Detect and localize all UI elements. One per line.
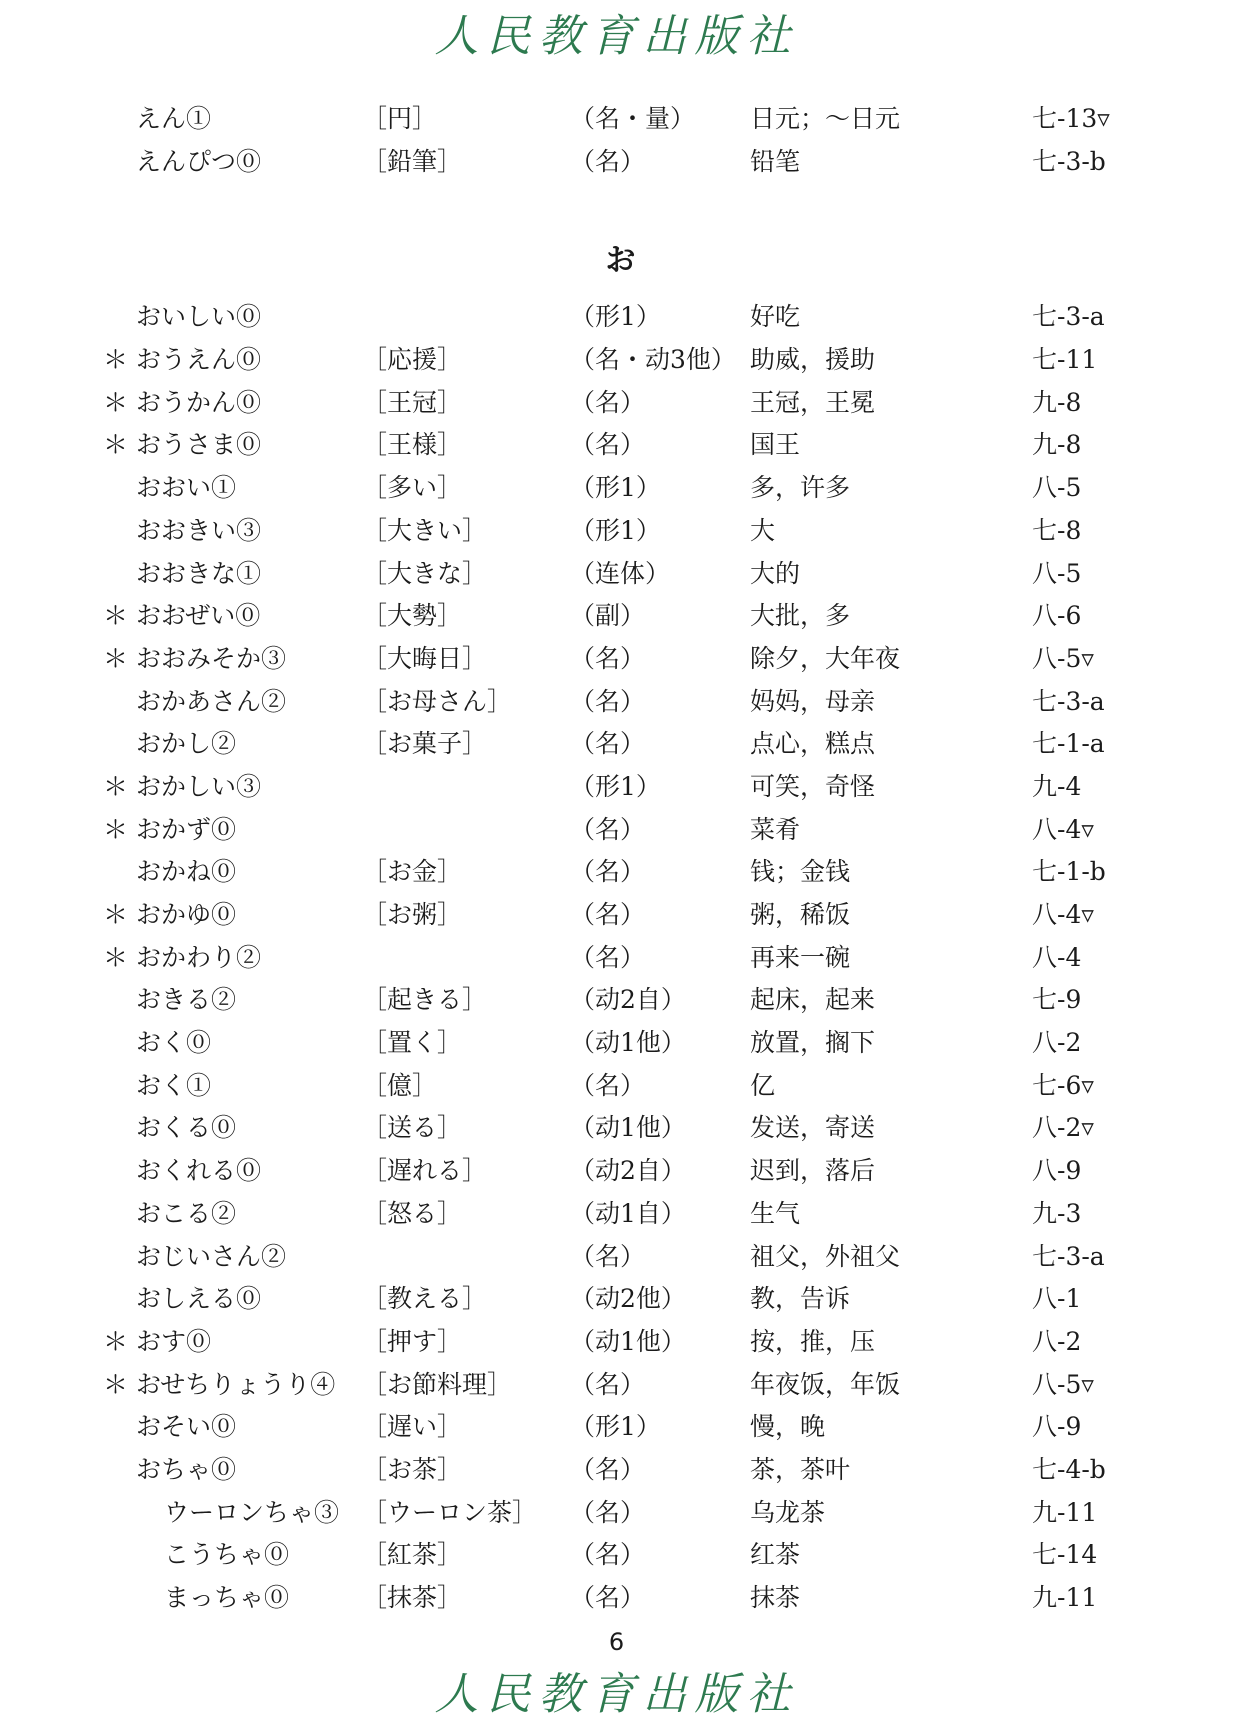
entry-kanji: ［紅茶］ xyxy=(362,1540,463,1570)
entry-kana: えんぴつ⓪ xyxy=(136,146,262,176)
entry-kanji: ［大晦日］ xyxy=(362,643,488,673)
entry-star: ＊ xyxy=(103,601,129,631)
entry-pos: （动1他） xyxy=(570,1028,686,1058)
entry-ref: 七-3-a xyxy=(1032,686,1105,716)
vocab-entry xyxy=(0,681,1233,724)
vocab-entry xyxy=(0,809,1233,852)
vocab-entry xyxy=(0,1364,1233,1407)
entry-pos: （形1） xyxy=(570,515,661,545)
entry-ref: 八-5▿ xyxy=(1032,1369,1094,1399)
entry-kana: おかあさん② xyxy=(136,686,287,716)
entry-meaning: 抹茶 xyxy=(750,1583,801,1612)
vocab-entry xyxy=(0,141,1233,184)
entry-meaning: 助威，援助 xyxy=(750,345,876,375)
entry-kana: おうかん⓪ xyxy=(136,387,262,417)
vocab-entry xyxy=(0,98,1233,141)
entry-kana: おかわり② xyxy=(136,942,262,972)
entry-kanji: ［置く］ xyxy=(362,1028,463,1058)
entry-ref: 七-1-a xyxy=(1032,729,1105,759)
entry-ref: 八-2 xyxy=(1032,1326,1082,1356)
vocab-entry xyxy=(0,937,1233,980)
entry-kana: おす⓪ xyxy=(136,1326,212,1356)
entry-pos: （动2他） xyxy=(570,1284,686,1314)
entry-kanji: ［億］ xyxy=(362,1070,438,1100)
entry-meaning: 慢，晚 xyxy=(750,1412,826,1442)
entry-kana: おしえる⓪ xyxy=(136,1284,262,1314)
entry-star: ＊ xyxy=(103,771,129,801)
entry-meaning: 王冠，王冕 xyxy=(750,387,876,417)
entry-meaning: 可笑，奇怪 xyxy=(750,771,876,801)
entry-kana: おかね⓪ xyxy=(136,857,237,887)
entry-kana: おく① xyxy=(136,1070,212,1100)
entry-ref: 七-9 xyxy=(1032,985,1082,1015)
vocab-entry xyxy=(0,1278,1233,1321)
entry-pos: （名） xyxy=(570,1583,646,1612)
vocab-entry xyxy=(0,979,1233,1022)
entry-ref: 七-4-b xyxy=(1032,1454,1106,1484)
entry-pos: （动1他） xyxy=(570,1326,686,1356)
entry-pos: （名） xyxy=(570,1369,646,1399)
entry-star: ＊ xyxy=(103,387,129,417)
vocab-entry xyxy=(0,1150,1233,1193)
entry-ref: 七-14 xyxy=(1032,1540,1098,1570)
entry-meaning: 发送，寄送 xyxy=(750,1113,876,1143)
entry-pos: （名・量） xyxy=(570,104,696,133)
entry-kanji: ［抹茶］ xyxy=(362,1583,463,1612)
page-number: 6 xyxy=(608,1628,625,1656)
entry-ref: 九-11 xyxy=(1032,1583,1098,1612)
entry-meaning: 大 xyxy=(750,515,776,545)
entry-meaning: 铅笔 xyxy=(750,146,801,176)
entry-kanji: ［王冠］ xyxy=(362,387,463,417)
section-spacer xyxy=(0,183,1233,226)
vocab-entry xyxy=(0,766,1233,809)
entry-star: ＊ xyxy=(103,814,129,844)
entry-kanji: ［お金］ xyxy=(362,857,463,887)
entry-meaning: 祖父，外祖父 xyxy=(750,1241,901,1271)
entry-kana: おかゆ⓪ xyxy=(136,900,237,929)
entry-pos: （名） xyxy=(570,146,646,176)
entry-pos: （动2自） xyxy=(570,985,686,1015)
entry-pos: （名） xyxy=(570,1454,646,1484)
vocab-entry xyxy=(0,894,1233,937)
entry-ref: 七-1-b xyxy=(1032,857,1106,887)
entry-meaning: 迟到，落后 xyxy=(750,1156,876,1186)
entries-before-group xyxy=(0,98,1233,183)
entry-pos: （名） xyxy=(570,857,646,887)
entry-ref: 九-3 xyxy=(1032,1198,1082,1228)
entry-ref: 八-4▿ xyxy=(1032,814,1094,844)
vocabulary-list xyxy=(0,98,1233,1620)
entry-meaning: 妈妈，母亲 xyxy=(750,686,876,716)
entry-kanji: ［王様］ xyxy=(362,430,463,460)
entry-kana: おうえん⓪ xyxy=(136,345,262,375)
entry-ref: 八-4▿ xyxy=(1032,900,1094,929)
entry-pos: （名） xyxy=(570,1540,646,1570)
entry-ref: 八-5▿ xyxy=(1032,643,1094,673)
entry-star: ＊ xyxy=(103,345,129,375)
vocab-entry xyxy=(0,1193,1233,1236)
entry-ref: 九-8 xyxy=(1032,430,1082,460)
entry-star: ＊ xyxy=(103,900,129,929)
publisher-logo-top: 人民教育出版社 xyxy=(434,11,799,62)
entry-kanji: ［円］ xyxy=(362,104,438,133)
entry-ref: 八-9 xyxy=(1032,1412,1082,1442)
vocab-entry xyxy=(0,339,1233,382)
entry-meaning: 放置，搁下 xyxy=(750,1028,876,1058)
entry-pos: （动1自） xyxy=(570,1198,686,1228)
entry-kanji: ［遅れる］ xyxy=(362,1156,488,1186)
entry-ref: 八-2▿ xyxy=(1032,1113,1094,1143)
section-heading: お xyxy=(605,243,636,279)
entry-pos: （名・动3他） xyxy=(570,345,736,375)
entry-kanji: ［起きる］ xyxy=(362,985,488,1015)
vocab-entry xyxy=(0,595,1233,638)
vocab-entry xyxy=(0,638,1233,681)
entry-kana: おおきい③ xyxy=(136,515,262,545)
entry-star: ＊ xyxy=(103,430,129,460)
vocab-entry xyxy=(0,424,1233,467)
entry-meaning: 亿 xyxy=(750,1070,776,1100)
entry-ref: 八-4 xyxy=(1032,942,1082,972)
entry-ref: 七-3-b xyxy=(1032,146,1106,176)
entry-kanji: ［お菓子］ xyxy=(362,729,488,759)
entry-pos: （名） xyxy=(570,387,646,417)
entry-meaning: 钱；金钱 xyxy=(750,857,851,887)
entry-ref: 九-4 xyxy=(1032,771,1082,801)
entry-ref: 七-6▿ xyxy=(1032,1070,1094,1100)
entry-meaning: 乌龙茶 xyxy=(750,1497,826,1527)
entry-pos: （名） xyxy=(570,1497,646,1527)
entry-ref: 八-5 xyxy=(1032,558,1082,588)
vocab-entry xyxy=(0,296,1233,339)
vocab-entry xyxy=(0,723,1233,766)
entry-kana: おかしい③ xyxy=(136,771,262,801)
entry-meaning: 国王 xyxy=(750,430,801,460)
vocab-entry xyxy=(0,1107,1233,1150)
entry-meaning: 好吃 xyxy=(750,302,801,332)
vocab-entry xyxy=(0,1492,1233,1535)
entry-meaning: 红茶 xyxy=(750,1540,801,1570)
entry-kanji: ［大勢］ xyxy=(362,601,463,631)
entry-ref: 七-3-a xyxy=(1032,302,1105,332)
vocab-entry xyxy=(0,1534,1233,1577)
entry-pos: （名） xyxy=(570,900,646,929)
entry-meaning: 教，告诉 xyxy=(750,1284,851,1314)
entry-pos: （名） xyxy=(570,1241,646,1271)
entry-kanji: ［お母さん］ xyxy=(362,686,513,716)
entry-kana: おく⓪ xyxy=(136,1028,212,1058)
entry-pos: （形1） xyxy=(570,473,661,503)
entry-kana: おかず⓪ xyxy=(136,814,237,844)
entry-ref: 八-5 xyxy=(1032,473,1082,503)
vocab-entry xyxy=(0,1406,1233,1449)
entry-pos: （连体） xyxy=(570,558,671,588)
entry-kana: えん① xyxy=(136,104,212,133)
entry-pos: （名） xyxy=(570,1070,646,1100)
entry-kana: おおきな① xyxy=(136,558,262,588)
entry-pos: （名） xyxy=(570,686,646,716)
entries-group xyxy=(0,296,1233,1619)
entry-meaning: 大的 xyxy=(750,558,801,588)
entry-kana: おちゃ⓪ xyxy=(136,1454,237,1484)
entry-kana: まっちゃ⓪ xyxy=(164,1583,290,1612)
entry-pos: （名） xyxy=(570,729,646,759)
vocab-entry xyxy=(0,382,1233,425)
entry-pos: （副） xyxy=(570,601,646,631)
vocab-entry xyxy=(0,1449,1233,1492)
vocab-entry xyxy=(0,1236,1233,1279)
entry-meaning: 多，许多 xyxy=(750,473,851,503)
entry-ref: 八-1 xyxy=(1032,1284,1082,1314)
entry-meaning: 除夕，大年夜 xyxy=(750,643,901,673)
entry-ref: 八-2 xyxy=(1032,1028,1082,1058)
entry-kanji: ［送る］ xyxy=(362,1113,463,1143)
entry-kanji: ［鉛筆］ xyxy=(362,146,463,176)
entry-meaning: 日元；～日元 xyxy=(750,104,901,133)
entry-pos: （名） xyxy=(570,942,646,972)
entry-pos: （名） xyxy=(570,814,646,844)
entry-kana: おせちりょうり④ xyxy=(136,1369,336,1399)
vocab-entry xyxy=(0,553,1233,596)
entry-kanji: ［応援］ xyxy=(362,345,463,375)
entry-meaning: 点心，糕点 xyxy=(750,729,876,759)
entry-kana: おおい① xyxy=(136,473,237,503)
entry-ref: 八-6 xyxy=(1032,601,1082,631)
entry-kanji: ［大きな］ xyxy=(362,558,488,588)
entry-ref: 九-11 xyxy=(1032,1497,1098,1527)
vocab-entry xyxy=(0,851,1233,894)
entry-kanji: ［大きい］ xyxy=(362,515,488,545)
entry-kana: おおぜい⓪ xyxy=(136,601,261,631)
entry-kana: おうさま⓪ xyxy=(136,430,262,460)
entry-kanji: ［ウーロン茶］ xyxy=(362,1497,538,1527)
entry-kana: おくる⓪ xyxy=(136,1113,237,1143)
entry-pos: （形1） xyxy=(570,771,661,801)
entry-kanji: ［怒る］ xyxy=(362,1198,463,1228)
entry-pos: （形1） xyxy=(570,302,661,332)
entry-ref: 七-11 xyxy=(1032,345,1098,375)
entry-meaning: 大批，多 xyxy=(750,601,851,631)
vocab-entry xyxy=(0,1065,1233,1108)
entry-meaning: 年夜饭，年饭 xyxy=(750,1369,901,1399)
entry-star: ＊ xyxy=(103,1369,129,1399)
entry-kana: おくれる⓪ xyxy=(136,1156,262,1186)
entry-ref: 七-13▿ xyxy=(1032,104,1110,133)
entry-kana: おきる② xyxy=(136,985,237,1015)
entry-kana: おかし② xyxy=(136,729,237,759)
publisher-logo-bottom: 人民教育出版社 xyxy=(434,1669,799,1720)
entry-kana: おじいさん② xyxy=(136,1241,287,1271)
entry-star: ＊ xyxy=(103,942,129,972)
entry-ref: 七-8 xyxy=(1032,515,1082,545)
entry-pos: （名） xyxy=(570,430,646,460)
entry-ref: 七-3-a xyxy=(1032,1241,1105,1271)
entry-kana: おそい⓪ xyxy=(136,1412,237,1442)
entry-kana: おおみそか③ xyxy=(136,643,287,673)
vocab-entry xyxy=(0,1577,1233,1620)
entry-meaning: 粥，稀饭 xyxy=(750,900,851,929)
entry-star: ＊ xyxy=(103,1326,129,1356)
entry-meaning: 起床，起来 xyxy=(750,985,876,1015)
entry-kanji: ［多い］ xyxy=(362,473,463,503)
entry-kanji: ［教える］ xyxy=(362,1284,488,1314)
entry-meaning: 菜肴 xyxy=(750,814,801,844)
vocab-entry xyxy=(0,467,1233,510)
entry-pos: （形1） xyxy=(570,1412,661,1442)
entry-kana: こうちゃ⓪ xyxy=(164,1540,290,1570)
entry-star: ＊ xyxy=(103,643,129,673)
entry-kanji: ［お節料理］ xyxy=(362,1369,513,1399)
entry-kana: おこる② xyxy=(136,1198,237,1228)
entry-kana: ウーロンちゃ③ xyxy=(164,1497,340,1527)
entry-pos: （名） xyxy=(570,643,646,673)
entry-kanji: ［押す］ xyxy=(362,1326,463,1356)
entry-kanji: ［遅い］ xyxy=(362,1412,463,1442)
entry-pos: （动1他） xyxy=(570,1113,686,1143)
entry-ref: 九-8 xyxy=(1032,387,1082,417)
entry-meaning: 茶，茶叶 xyxy=(750,1454,851,1484)
entry-kanji: ［お茶］ xyxy=(362,1454,463,1484)
entry-meaning: 再来一碗 xyxy=(750,942,851,972)
entry-kana: おいしい⓪ xyxy=(136,302,262,332)
vocab-entry xyxy=(0,1321,1233,1364)
entry-ref: 八-9 xyxy=(1032,1156,1082,1186)
vocab-entry xyxy=(0,510,1233,553)
entry-meaning: 生气 xyxy=(750,1198,801,1228)
vocab-entry xyxy=(0,1022,1233,1065)
entry-meaning: 按，推，压 xyxy=(750,1326,876,1356)
entry-pos: （动2自） xyxy=(570,1156,686,1186)
entry-kanji: ［お粥］ xyxy=(362,900,463,929)
